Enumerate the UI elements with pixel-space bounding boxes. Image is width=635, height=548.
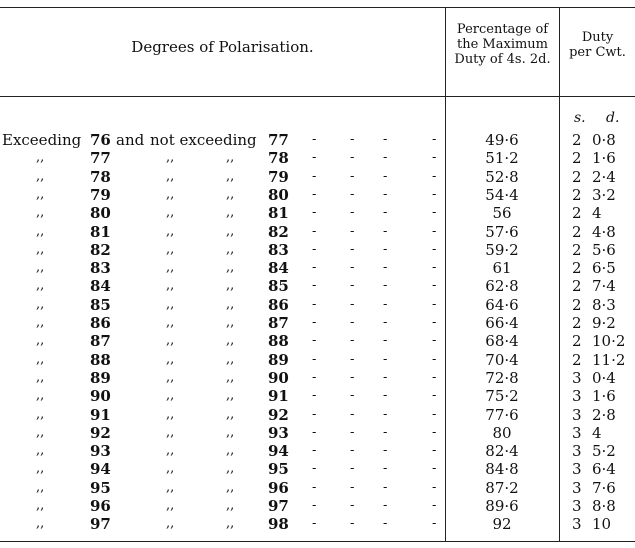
degree-to: 77 xyxy=(268,131,289,149)
leader-dash: - xyxy=(432,388,437,404)
degree-from: 91 xyxy=(90,405,111,424)
leader-dash: - xyxy=(432,205,437,221)
row-prefix: Exceeding xyxy=(2,131,82,149)
degree-to: 95 xyxy=(268,460,289,479)
leader-dash: - xyxy=(383,260,388,276)
degree-from: 80 xyxy=(90,204,111,223)
duty-shillings: 2 xyxy=(572,167,582,186)
duty-shillings: 2 xyxy=(572,149,582,168)
leader-dash: - xyxy=(383,498,388,513)
degree-to: 88 xyxy=(268,332,289,351)
leader-dash: - xyxy=(312,296,317,312)
duty-pence: 7·6 xyxy=(592,478,616,497)
table-row xyxy=(0,314,635,332)
leader-dash: - xyxy=(350,150,355,166)
duty-pence: 4·8 xyxy=(592,222,616,241)
header-percentage-line-2: the Maximum xyxy=(457,37,548,52)
table-row xyxy=(0,259,635,277)
subhead-pence: d. xyxy=(606,110,620,126)
ditto-mark: ,, xyxy=(226,186,235,202)
table-row xyxy=(0,387,635,405)
leader-dash: - xyxy=(432,406,437,422)
leader-dash: - xyxy=(383,315,388,330)
ditto-mark: ,, xyxy=(226,260,235,276)
ditto-mark: ,, xyxy=(36,479,45,495)
leader-dash: - xyxy=(432,241,437,257)
ditto-mark: ,, xyxy=(166,369,175,385)
leader-dash: - xyxy=(432,223,437,239)
leader-dash: - xyxy=(350,388,355,404)
percentage-value: 57·6 xyxy=(485,222,519,241)
table-row xyxy=(0,149,635,167)
table-row xyxy=(0,241,635,259)
percentage-value: 70·4 xyxy=(485,350,519,369)
degree-to: 86 xyxy=(268,295,289,314)
percentage-value: 62·8 xyxy=(485,277,519,296)
table-row xyxy=(0,277,635,295)
ditto-mark: ,, xyxy=(226,205,235,221)
duty-shillings: 2 xyxy=(572,332,582,351)
degree-from: 92 xyxy=(90,423,111,442)
duty-shillings: 2 xyxy=(572,185,582,204)
leader-dash: - xyxy=(350,278,355,294)
ditto-mark: ,, xyxy=(36,351,45,367)
leader-dash: - xyxy=(312,205,317,221)
leader-dash: - xyxy=(432,424,437,440)
leader-dash: - xyxy=(383,168,388,184)
leader-dash: - xyxy=(350,296,355,312)
duty-shillings: 3 xyxy=(572,497,582,515)
ditto-mark: ,, xyxy=(226,150,235,166)
ditto-mark: ,, xyxy=(226,443,235,459)
leader-dash: - xyxy=(383,333,388,349)
leader-dash: - xyxy=(312,132,317,147)
ditto-mark: ,, xyxy=(166,406,175,422)
percentage-value: 84·8 xyxy=(485,460,519,479)
percentage-value: 61 xyxy=(492,259,512,278)
leader-dash: - xyxy=(350,205,355,221)
percentage-value: 56 xyxy=(492,204,512,223)
percentage-value: 89·6 xyxy=(485,497,519,515)
duty-shillings: 3 xyxy=(572,387,582,406)
leader-dash: - xyxy=(312,479,317,495)
leader-dash: - xyxy=(432,315,437,330)
degree-to: 93 xyxy=(268,423,289,442)
duty-pence: 9·2 xyxy=(592,314,616,332)
ditto-mark: ,, xyxy=(36,260,45,276)
degree-to: 94 xyxy=(268,442,289,461)
degree-to: 82 xyxy=(268,222,289,241)
leader-dash: - xyxy=(350,333,355,349)
duty-pence: 2·4 xyxy=(592,167,616,186)
leader-dash: - xyxy=(383,424,388,440)
leader-dash: - xyxy=(432,516,437,532)
percentage-value: 54·4 xyxy=(485,185,519,204)
degree-to: 84 xyxy=(268,259,289,278)
leader-dash: - xyxy=(350,516,355,532)
ditto-mark: ,, xyxy=(166,241,175,257)
leader-dash: - xyxy=(312,333,317,349)
degree-to: 79 xyxy=(268,167,289,186)
header-percentage xyxy=(446,22,559,67)
leader-dash: - xyxy=(312,315,317,330)
leader-dash: - xyxy=(383,241,388,257)
leader-dash: - xyxy=(432,443,437,459)
ditto-mark: ,, xyxy=(166,424,175,440)
percentage-value: 51·2 xyxy=(485,149,519,168)
subhead-shillings: s. xyxy=(574,110,586,126)
percentage-value: 68·4 xyxy=(485,332,519,351)
table-row xyxy=(0,515,635,533)
duty-shillings: 2 xyxy=(572,350,582,369)
table-row xyxy=(0,369,635,387)
ditto-mark: ,, xyxy=(36,205,45,221)
duty-shillings: 3 xyxy=(572,368,582,387)
duty-shillings: 2 xyxy=(572,131,582,149)
table-row xyxy=(0,168,635,186)
duty-shillings: 2 xyxy=(572,314,582,332)
duty-shillings: 2 xyxy=(572,259,582,278)
ditto-mark: ,, xyxy=(36,498,45,513)
ditto-mark: ,, xyxy=(226,278,235,294)
table-row xyxy=(0,186,635,204)
ditto-mark: ,, xyxy=(226,241,235,257)
degree-to: 81 xyxy=(268,204,289,223)
ditto-mark: ,, xyxy=(166,205,175,221)
degree-to: 92 xyxy=(268,405,289,424)
table-row xyxy=(0,296,635,314)
ditto-mark: ,, xyxy=(36,278,45,294)
ditto-mark: ,, xyxy=(36,461,45,477)
ditto-mark: ,, xyxy=(226,168,235,184)
ditto-mark: ,, xyxy=(166,388,175,404)
ditto-mark: ,, xyxy=(166,168,175,184)
percentage-value: 87·2 xyxy=(485,478,519,497)
ditto-mark: ,, xyxy=(36,369,45,385)
leader-dash: - xyxy=(350,351,355,367)
ditto-mark: ,, xyxy=(226,333,235,349)
leader-dash: - xyxy=(383,479,388,495)
degree-from: 79 xyxy=(90,185,111,204)
ditto-mark: ,, xyxy=(166,461,175,477)
ditto-mark: ,, xyxy=(36,150,45,166)
leader-dash: - xyxy=(432,369,437,385)
ditto-mark: ,, xyxy=(166,186,175,202)
percentage-value: 72·8 xyxy=(485,368,519,387)
duty-pence: 4 xyxy=(592,423,602,442)
leader-dash: - xyxy=(432,479,437,495)
ditto-mark: ,, xyxy=(36,443,45,459)
ditto-mark: ,, xyxy=(166,516,175,532)
leader-dash: - xyxy=(350,424,355,440)
ditto-mark: ,, xyxy=(166,278,175,294)
percentage-value: 49·6 xyxy=(485,131,519,149)
leader-dash: - xyxy=(432,132,437,147)
leader-dash: - xyxy=(350,479,355,495)
degree-from: 87 xyxy=(90,332,111,351)
leader-dash: - xyxy=(312,278,317,294)
table-row xyxy=(0,131,635,149)
degree-to: 97 xyxy=(268,497,289,515)
degree-to: 85 xyxy=(268,277,289,296)
leader-dash: - xyxy=(312,369,317,385)
ditto-mark: ,, xyxy=(36,296,45,312)
leader-dash: - xyxy=(350,461,355,477)
degree-to: 89 xyxy=(268,350,289,369)
leader-dash: - xyxy=(312,223,317,239)
degree-from: 95 xyxy=(90,478,111,497)
duty-shillings: 3 xyxy=(572,460,582,479)
ditto-mark: ,, xyxy=(226,424,235,440)
leader-dash: - xyxy=(350,443,355,459)
duty-shillings: 2 xyxy=(572,222,582,241)
duty-pence: 0·4 xyxy=(592,368,616,387)
header-duty-line-1: Duty xyxy=(581,30,614,45)
ditto-mark: ,, xyxy=(36,315,45,330)
ditto-mark: ,, xyxy=(226,223,235,239)
duty-pence: 0·8 xyxy=(592,131,616,149)
degree-from: 77 xyxy=(90,149,111,168)
leader-dash: - xyxy=(432,150,437,166)
ditto-mark: ,, xyxy=(226,498,235,513)
ditto-mark: ,, xyxy=(36,186,45,202)
header-duty xyxy=(560,30,635,60)
leader-dash: - xyxy=(432,260,437,276)
degree-from: 82 xyxy=(90,240,111,259)
leader-dash: - xyxy=(383,132,388,147)
ditto-mark: ,, xyxy=(226,369,235,385)
leader-dash: - xyxy=(350,315,355,330)
top-rule xyxy=(0,7,635,8)
duty-shillings: 2 xyxy=(572,295,582,314)
duty-shillings: 2 xyxy=(572,204,582,223)
ditto-mark: ,, xyxy=(226,351,235,367)
header-duty-line-2: per Cwt. xyxy=(569,45,626,60)
ditto-mark: ,, xyxy=(166,351,175,367)
duty-shillings: 3 xyxy=(572,442,582,461)
degree-from: 97 xyxy=(90,515,111,534)
leader-dash: - xyxy=(350,168,355,184)
row-conj-and: and xyxy=(116,131,145,149)
leader-dash: - xyxy=(350,223,355,239)
leader-dash: - xyxy=(350,241,355,257)
degree-from: 83 xyxy=(90,259,111,278)
degree-from: 81 xyxy=(90,222,111,241)
duty-shillings: 2 xyxy=(572,240,582,259)
duty-pence: 7·4 xyxy=(592,277,616,296)
leader-dash: - xyxy=(312,260,317,276)
duty-shillings: 2 xyxy=(572,277,582,296)
leader-dash: - xyxy=(383,461,388,477)
duty-pence: 5·2 xyxy=(592,442,616,461)
ditto-mark: ,, xyxy=(166,150,175,166)
leader-dash: - xyxy=(350,186,355,202)
leader-dash: - xyxy=(383,186,388,202)
leader-dash: - xyxy=(350,498,355,513)
degree-to: 90 xyxy=(268,368,289,387)
duty-pence: 2·8 xyxy=(592,405,616,424)
degree-from: 93 xyxy=(90,442,111,461)
percentage-value: 52·8 xyxy=(485,167,519,186)
percentage-value: 66·4 xyxy=(485,314,519,332)
degree-to: 87 xyxy=(268,314,289,332)
ditto-mark: ,, xyxy=(36,333,45,349)
duty-pence: 1·6 xyxy=(592,149,616,168)
leader-dash: - xyxy=(432,296,437,312)
duty-pence: 1·6 xyxy=(592,387,616,406)
leader-dash: - xyxy=(312,406,317,422)
header-percentage-line-1: Percentage of xyxy=(456,22,549,37)
leader-dash: - xyxy=(383,296,388,312)
ditto-mark: ,, xyxy=(36,388,45,404)
table-row xyxy=(0,442,635,460)
header-degrees: Degrees of Polarisation. xyxy=(131,38,314,56)
ditto-mark: ,, xyxy=(166,333,175,349)
duty-shillings: 3 xyxy=(572,515,582,534)
leader-dash: - xyxy=(383,369,388,385)
table-row xyxy=(0,479,635,497)
leader-dash: - xyxy=(312,388,317,404)
duty-pence: 5·6 xyxy=(592,240,616,259)
leader-dash: - xyxy=(383,223,388,239)
table-row xyxy=(0,460,635,478)
table-row xyxy=(0,332,635,350)
leader-dash: - xyxy=(432,278,437,294)
table-row xyxy=(0,497,635,515)
leader-dash: - xyxy=(312,168,317,184)
leader-dash: - xyxy=(432,461,437,477)
degree-from: 76 xyxy=(90,131,111,149)
ditto-mark: ,, xyxy=(226,388,235,404)
ditto-mark: ,, xyxy=(226,516,235,532)
ditto-mark: ,, xyxy=(226,406,235,422)
degree-from: 96 xyxy=(90,497,111,515)
leader-dash: - xyxy=(312,150,317,166)
degree-from: 90 xyxy=(90,387,111,406)
duty-pence: 8·3 xyxy=(592,295,616,314)
leader-dash: - xyxy=(383,150,388,166)
percentage-value: 77·6 xyxy=(485,405,519,424)
percentage-value: 75·2 xyxy=(485,387,519,406)
ditto-mark: ,, xyxy=(226,296,235,312)
degree-to: 78 xyxy=(268,149,289,168)
ditto-mark: ,, xyxy=(166,260,175,276)
leader-dash: - xyxy=(432,168,437,184)
degree-to: 91 xyxy=(268,387,289,406)
degree-to: 98 xyxy=(268,515,289,534)
leader-dash: - xyxy=(312,443,317,459)
leader-dash: - xyxy=(432,186,437,202)
degree-from: 89 xyxy=(90,368,111,387)
degree-from: 78 xyxy=(90,167,111,186)
leader-dash: - xyxy=(312,241,317,257)
table-row xyxy=(0,424,635,442)
percentage-value: 64·6 xyxy=(485,295,519,314)
duty-pence: 10 xyxy=(592,515,612,534)
table-row xyxy=(0,223,635,241)
degree-to: 96 xyxy=(268,478,289,497)
ditto-mark: ,, xyxy=(36,406,45,422)
ditto-mark: ,, xyxy=(166,315,175,330)
ditto-mark: ,, xyxy=(166,223,175,239)
leader-dash: - xyxy=(312,351,317,367)
leader-dash: - xyxy=(350,406,355,422)
ditto-mark: ,, xyxy=(166,479,175,495)
ditto-mark: ,, xyxy=(36,424,45,440)
ditto-mark: ,, xyxy=(166,296,175,312)
ditto-mark: ,, xyxy=(226,315,235,330)
duty-pence: 4 xyxy=(592,204,602,223)
duty-pence: 11·2 xyxy=(592,350,626,369)
duty-pence: 8·8 xyxy=(592,497,616,515)
leader-dash: - xyxy=(383,205,388,221)
leader-dash: - xyxy=(432,333,437,349)
leader-dash: - xyxy=(383,406,388,422)
degree-to: 83 xyxy=(268,240,289,259)
percentage-value: 92 xyxy=(492,515,512,534)
ditto-mark: ,, xyxy=(226,479,235,495)
leader-dash: - xyxy=(432,351,437,367)
degree-from: 94 xyxy=(90,460,111,479)
duty-pence: 6·5 xyxy=(592,259,616,278)
ditto-mark: ,, xyxy=(36,241,45,257)
percentage-value: 59·2 xyxy=(485,240,519,259)
percentage-value: 82·4 xyxy=(485,442,519,461)
percentage-value: 80 xyxy=(492,423,512,442)
leader-dash: - xyxy=(383,278,388,294)
degree-from: 85 xyxy=(90,295,111,314)
row-conj-not-exceeding: not exceeding xyxy=(150,131,257,149)
degree-from: 88 xyxy=(90,350,111,369)
leader-dash: - xyxy=(312,186,317,202)
leader-dash: - xyxy=(312,424,317,440)
degree-from: 86 xyxy=(90,314,111,332)
leader-dash: - xyxy=(312,516,317,532)
header-percentage-line-3: Duty of 4s. 2d. xyxy=(454,52,551,67)
leader-dash: - xyxy=(383,388,388,404)
table-row xyxy=(0,351,635,369)
ditto-mark: ,, xyxy=(226,461,235,477)
bottom-rule xyxy=(0,541,635,542)
leader-dash: - xyxy=(383,516,388,532)
leader-dash: - xyxy=(383,351,388,367)
ditto-mark: ,, xyxy=(36,168,45,184)
duty-pence: 6·4 xyxy=(592,460,616,479)
ditto-mark: ,, xyxy=(36,516,45,532)
leader-dash: - xyxy=(350,369,355,385)
leader-dash: - xyxy=(312,461,317,477)
duty-shillings: 3 xyxy=(572,423,582,442)
table-row xyxy=(0,406,635,424)
header-bottom-rule xyxy=(0,96,635,97)
duty-pence: 3·2 xyxy=(592,185,616,204)
degree-to: 80 xyxy=(268,185,289,204)
ditto-mark: ,, xyxy=(36,223,45,239)
duty-shillings: 3 xyxy=(572,405,582,424)
leader-dash: - xyxy=(350,260,355,276)
leader-dash: - xyxy=(312,498,317,513)
table-row xyxy=(0,204,635,222)
ditto-mark: ,, xyxy=(166,498,175,513)
degree-from: 84 xyxy=(90,277,111,296)
leader-dash: - xyxy=(432,498,437,513)
duty-shillings: 3 xyxy=(572,478,582,497)
ditto-mark: ,, xyxy=(166,443,175,459)
duty-pence: 10·2 xyxy=(592,332,626,351)
leader-dash: - xyxy=(383,443,388,459)
leader-dash: - xyxy=(350,132,355,147)
